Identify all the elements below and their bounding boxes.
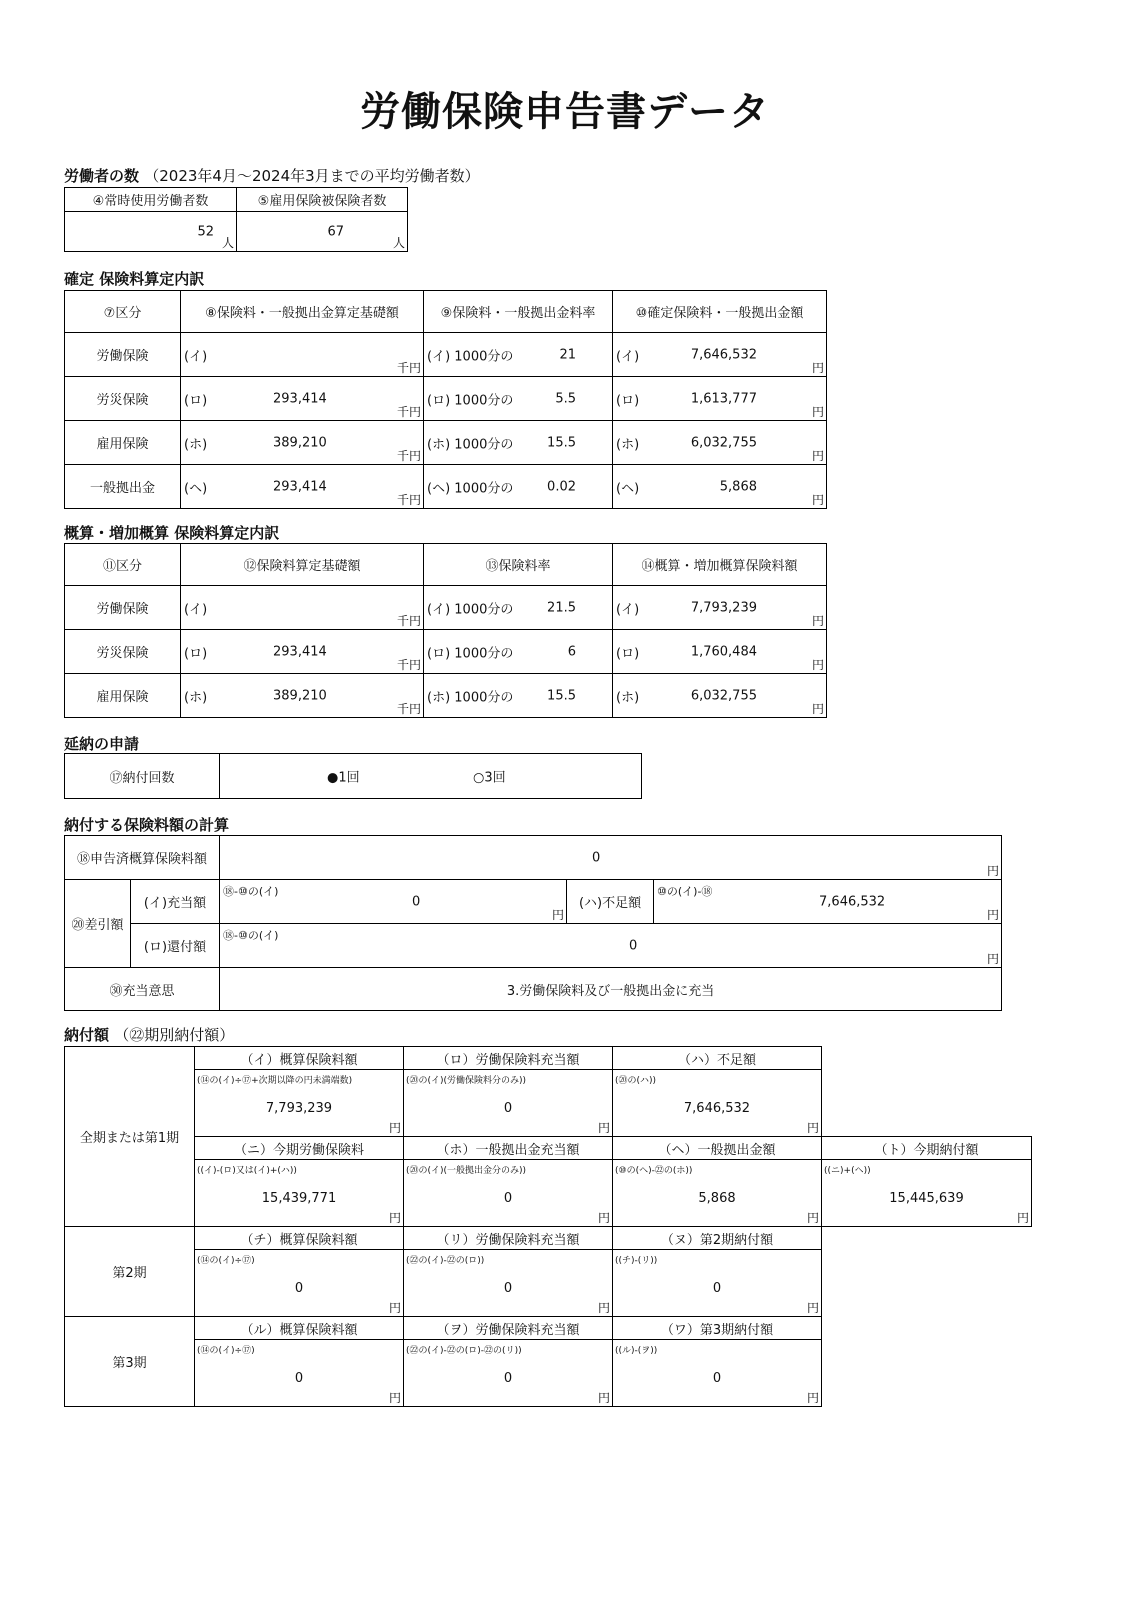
row-amount-value: 7,793,239 <box>690 600 757 615</box>
payment-value: 15,445,639 <box>889 1191 964 1206</box>
row-base-code: (ヘ) <box>184 481 208 496</box>
row-rate-value: 6 <box>567 644 576 659</box>
payment-formula: (⑳の(イ)(労働保険料分のみ)) <box>406 1076 527 1086</box>
payment-unit: 円 <box>1016 1211 1029 1225</box>
payment-value: 0 <box>712 1371 722 1386</box>
row-base-unit: 千円 <box>396 493 421 507</box>
row-base-unit: 千円 <box>396 449 421 463</box>
calc-r18-label: ⑱申告済概算保険料額 <box>65 836 220 880</box>
calc-juto-unit: 円 <box>552 908 565 922</box>
row-base-unit: 千円 <box>396 405 421 419</box>
payment-col-header: （ヌ）第2期納付額 <box>613 1227 822 1250</box>
payment-unit: 円 <box>388 1121 401 1135</box>
row-rate-value: 15.5 <box>547 688 576 703</box>
calc-kanpu-formula: ⑱-⑩の(イ) <box>223 929 279 942</box>
row-rate-prefix: (ホ) 1000分の <box>427 437 514 452</box>
payment-value: 5,868 <box>698 1191 736 1206</box>
row-amount-code: (ロ) <box>616 646 640 661</box>
workers-regular-unit: 人 <box>221 236 234 250</box>
payment-unit: 円 <box>806 1121 819 1135</box>
kakutei-table <box>64 290 827 509</box>
row-base-code: (イ) <box>184 349 208 364</box>
payment-heading <box>64 1024 234 1045</box>
blank-cell <box>822 1047 1032 1070</box>
blank-cell <box>822 1070 1032 1137</box>
payment-p3-values <box>65 1340 1032 1407</box>
row-base-code: (イ) <box>184 602 208 617</box>
row-amount-value: 1,760,484 <box>690 644 757 659</box>
calc-juto-value: 0 <box>412 894 421 909</box>
row-base-code: (ロ) <box>184 393 208 408</box>
row-rate-prefix: (イ) 1000分の <box>427 602 514 617</box>
gaisan-header-base: ⑫保険料算定基礎額 <box>181 544 424 586</box>
workers-insured-value: 67 <box>327 224 344 239</box>
row-rate-prefix: (ヘ) 1000分の <box>427 481 514 496</box>
kakutei-header-base: ⑧保険料・一般拠出金算定基礎額 <box>181 291 424 333</box>
payment-table <box>64 1046 1032 1407</box>
payment-p2-values <box>65 1250 1032 1317</box>
workers-heading-text: 労働者の数 <box>64 167 140 185</box>
row-base-code: (ロ) <box>184 646 208 661</box>
workers-col-regular: ④常時使用労働者数 <box>65 188 237 212</box>
ennou-option-1[interactable]: ●1回 <box>327 770 360 786</box>
payment-value: 0 <box>503 1191 513 1206</box>
row-base-code: (ホ) <box>184 437 208 452</box>
payment-unit: 円 <box>597 1211 610 1225</box>
kakutei-header-amount: ⑩確定保険料・一般拠出金額 <box>613 291 827 333</box>
rate-row <box>65 465 827 509</box>
payment-unit: 円 <box>388 1211 401 1225</box>
payment-col-header: （チ）概算保険料額 <box>195 1227 404 1250</box>
blank-cell <box>822 1340 1032 1407</box>
rate-row <box>65 421 827 465</box>
row-amount-unit: 円 <box>811 658 824 672</box>
row-base-value: 293,414 <box>273 391 327 406</box>
payment-value: 7,793,239 <box>265 1101 333 1116</box>
row-amount-unit: 円 <box>811 449 824 463</box>
calc-fusoku-unit: 円 <box>987 908 1000 922</box>
kakutei-header-rate: ⑨保険料・一般拠出金料率 <box>424 291 613 333</box>
payment-col-header: （イ）概算保険料額 <box>195 1047 404 1070</box>
payment-formula: (⑳の(イ)(一般拠出金分のみ)) <box>406 1166 527 1176</box>
payment-formula: (㉒の(イ)-㉒の(ロ)-㉒の(リ)) <box>406 1346 522 1356</box>
row-amount-value: 6,032,755 <box>690 435 757 450</box>
calc-fusoku-formula: ⑩の(イ)-⑱ <box>657 885 713 898</box>
workers-regular-value: 52 <box>197 224 214 239</box>
row-amount-value: 5,868 <box>719 479 757 494</box>
row-base-code: (ホ) <box>184 690 208 705</box>
rate-row <box>65 333 827 377</box>
row-amount-code: (ヘ) <box>616 481 640 496</box>
payment-col-header: （ホ）一般拠出金充当額 <box>404 1137 613 1160</box>
row-base-value: 293,414 <box>273 644 327 659</box>
row-amount-unit: 円 <box>811 493 824 507</box>
calc-r20-label: ⑳差引額 <box>65 880 131 968</box>
row-label: 雇用保険 <box>65 674 181 718</box>
payment-unit: 円 <box>806 1301 819 1315</box>
ennou-label: ⑰納付回数 <box>65 754 220 799</box>
row-label: 労働保険 <box>65 586 181 630</box>
payment-formula: ((チ)-(リ)) <box>615 1256 658 1266</box>
row-amount-unit: 円 <box>811 405 824 419</box>
row-label: 労災保険 <box>65 377 181 421</box>
ennou-option-3[interactable]: ○3回 <box>473 770 506 786</box>
payment-formula: (⑳の(ハ)) <box>615 1076 657 1086</box>
row-amount-value: 7,646,532 <box>690 347 757 362</box>
payment-col-header: （ト）今期納付額 <box>822 1137 1032 1160</box>
workers-table <box>64 187 408 252</box>
payment-unit: 円 <box>597 1301 610 1315</box>
workers-note: （2023年4月～2024年3月までの平均労働者数） <box>144 167 480 185</box>
calc-kanpu-unit: 円 <box>987 952 1000 966</box>
payment-col-header: （ル）概算保険料額 <box>195 1317 404 1340</box>
payment-p3-label: 第3期 <box>65 1317 195 1407</box>
kakutei-heading: 確定 保険料算定内訳 <box>64 270 205 288</box>
payment-heading-text: 納付額 <box>64 1026 110 1044</box>
payment-value: 15,439,771 <box>261 1191 337 1206</box>
blank-cell <box>822 1227 1032 1250</box>
kakutei-header-category: ⑦区分 <box>65 291 181 333</box>
payment-p1-label: 全期または第1期 <box>65 1047 195 1227</box>
row-rate-value: 21.5 <box>547 600 576 615</box>
calc-r18-unit: 円 <box>987 864 1000 878</box>
payment-value: 0 <box>503 1371 513 1386</box>
payment-p1-header1 <box>65 1047 1032 1070</box>
row-label: 一般拠出金 <box>65 465 181 509</box>
blank-cell <box>822 1317 1032 1340</box>
calc-table <box>64 835 1002 1011</box>
ennou-table <box>64 753 642 799</box>
row-rate-prefix: (ロ) 1000分の <box>427 646 514 661</box>
payment-formula: (⑩の(ヘ)-㉒の(ホ)) <box>615 1166 693 1176</box>
rate-row <box>65 674 827 718</box>
row-rate-prefix: (ロ) 1000分の <box>427 393 514 408</box>
gaisan-header-amount: ⑭概算・増加概算保険料額 <box>613 544 827 586</box>
row-rate-value: 15.5 <box>547 435 576 450</box>
row-amount-value: 1,613,777 <box>690 391 757 406</box>
payment-formula: (⑭の(イ)÷⑰) <box>197 1346 255 1356</box>
payment-value: 0 <box>503 1101 513 1116</box>
payment-col-header: （ニ）今期労働保険料 <box>195 1137 404 1160</box>
calc-juto-label: (イ)充当額 <box>131 880 220 924</box>
payment-value: 0 <box>712 1281 722 1296</box>
gaisan-heading: 概算・増加概算 保険料算定内訳 <box>64 524 280 542</box>
payment-formula: ((ニ)+(ヘ)) <box>824 1166 871 1176</box>
row-base-unit: 千円 <box>396 614 421 628</box>
payment-unit: 円 <box>597 1391 610 1405</box>
payment-col-header: （ワ）第3期納付額 <box>613 1317 822 1340</box>
row-amount-code: (ホ) <box>616 437 640 452</box>
calc-r30-label: ㉚充当意思 <box>65 968 220 1011</box>
ennou-heading: 延納の申請 <box>64 735 140 753</box>
workers-col-insured: ⑤雇用保険被保険者数 <box>237 188 408 212</box>
row-rate-prefix: (ホ) 1000分の <box>427 690 514 705</box>
payment-formula: (㉒の(イ)-㉒の(ロ)) <box>406 1256 485 1266</box>
calc-kanpu-value: 0 <box>629 938 638 953</box>
calc-r30-value: 3.労働保険料及び一般拠出金に充当 <box>220 968 1002 1011</box>
payment-unit: 円 <box>388 1301 401 1315</box>
row-amount-unit: 円 <box>811 614 824 628</box>
row-base-value: 389,210 <box>273 435 327 450</box>
row-label: 雇用保険 <box>65 421 181 465</box>
payment-unit: 円 <box>597 1121 610 1135</box>
calc-juto-formula: ⑱-⑩の(イ) <box>223 885 279 898</box>
payment-col-header: （ロ）労働保険料充当額 <box>404 1047 613 1070</box>
row-base-unit: 千円 <box>396 658 421 672</box>
row-amount-code: (ロ) <box>616 393 640 408</box>
payment-p1-values2 <box>65 1160 1032 1227</box>
payment-p2-header <box>65 1227 1032 1250</box>
gaisan-header-category: ⑪区分 <box>65 544 181 586</box>
row-base-value: 389,210 <box>273 688 327 703</box>
row-rate-prefix: (イ) 1000分の <box>427 349 514 364</box>
payment-value: 0 <box>294 1371 304 1386</box>
page-title: 労働保険申告書データ <box>360 89 770 135</box>
workers-heading <box>64 165 480 186</box>
payment-p1-header2 <box>65 1137 1032 1160</box>
calc-heading: 納付する保険料額の計算 <box>64 816 230 834</box>
row-amount-code: (イ) <box>616 602 640 617</box>
row-base-value: 293,414 <box>273 479 327 494</box>
payment-note: （㉒期別納付額） <box>114 1026 235 1044</box>
payment-col-header: （リ）労働保険料充当額 <box>404 1227 613 1250</box>
row-rate-value: 21 <box>559 347 576 362</box>
row-base-unit: 千円 <box>396 361 421 375</box>
calc-fusoku-value: 7,646,532 <box>819 894 886 909</box>
payment-p1-values1 <box>65 1070 1032 1137</box>
payment-p3-header <box>65 1317 1032 1340</box>
rate-row <box>65 377 827 421</box>
payment-col-header: （ヲ）労働保険料充当額 <box>404 1317 613 1340</box>
payment-col-header: （ヘ）一般拠出金額 <box>613 1137 822 1160</box>
blank-cell <box>822 1250 1032 1317</box>
payment-p2-label: 第2期 <box>65 1227 195 1317</box>
payment-formula: ((ル)-(ヲ)) <box>615 1346 658 1356</box>
calc-kanpu-label: (ロ)還付額 <box>131 924 220 968</box>
gaisan-header-rate: ⑬保険料率 <box>424 544 613 586</box>
payment-col-header: （ハ）不足額 <box>613 1047 822 1070</box>
calc-fusoku-label: (ハ)不足額 <box>567 880 654 924</box>
payment-formula: (⑭の(イ)÷⑰) <box>197 1256 255 1266</box>
payment-unit: 円 <box>806 1211 819 1225</box>
payment-unit: 円 <box>388 1391 401 1405</box>
row-rate-value: 0.02 <box>547 479 576 494</box>
rate-row <box>65 586 827 630</box>
calc-r18-value: 0 <box>592 850 601 865</box>
workers-insured-unit: 人 <box>392 236 405 250</box>
row-rate-value: 5.5 <box>555 391 576 406</box>
payment-formula: ((イ)-(ロ)又は(イ)+(ハ)) <box>197 1166 297 1176</box>
row-amount-unit: 円 <box>811 361 824 375</box>
payment-formula: (⑭の(イ)÷⑰+次期以降の円未満端数) <box>197 1076 353 1086</box>
row-base-unit: 千円 <box>396 702 421 716</box>
row-label: 労働保険 <box>65 333 181 377</box>
payment-unit: 円 <box>806 1391 819 1405</box>
gaisan-table <box>64 543 827 718</box>
rate-row <box>65 630 827 674</box>
row-label: 労災保険 <box>65 630 181 674</box>
payment-value: 0 <box>294 1281 304 1296</box>
row-amount-value: 6,032,755 <box>690 688 757 703</box>
payment-value: 7,646,532 <box>683 1101 751 1116</box>
row-amount-unit: 円 <box>811 702 824 716</box>
payment-value: 0 <box>503 1281 513 1296</box>
row-amount-code: (ホ) <box>616 690 640 705</box>
row-amount-code: (イ) <box>616 349 640 364</box>
